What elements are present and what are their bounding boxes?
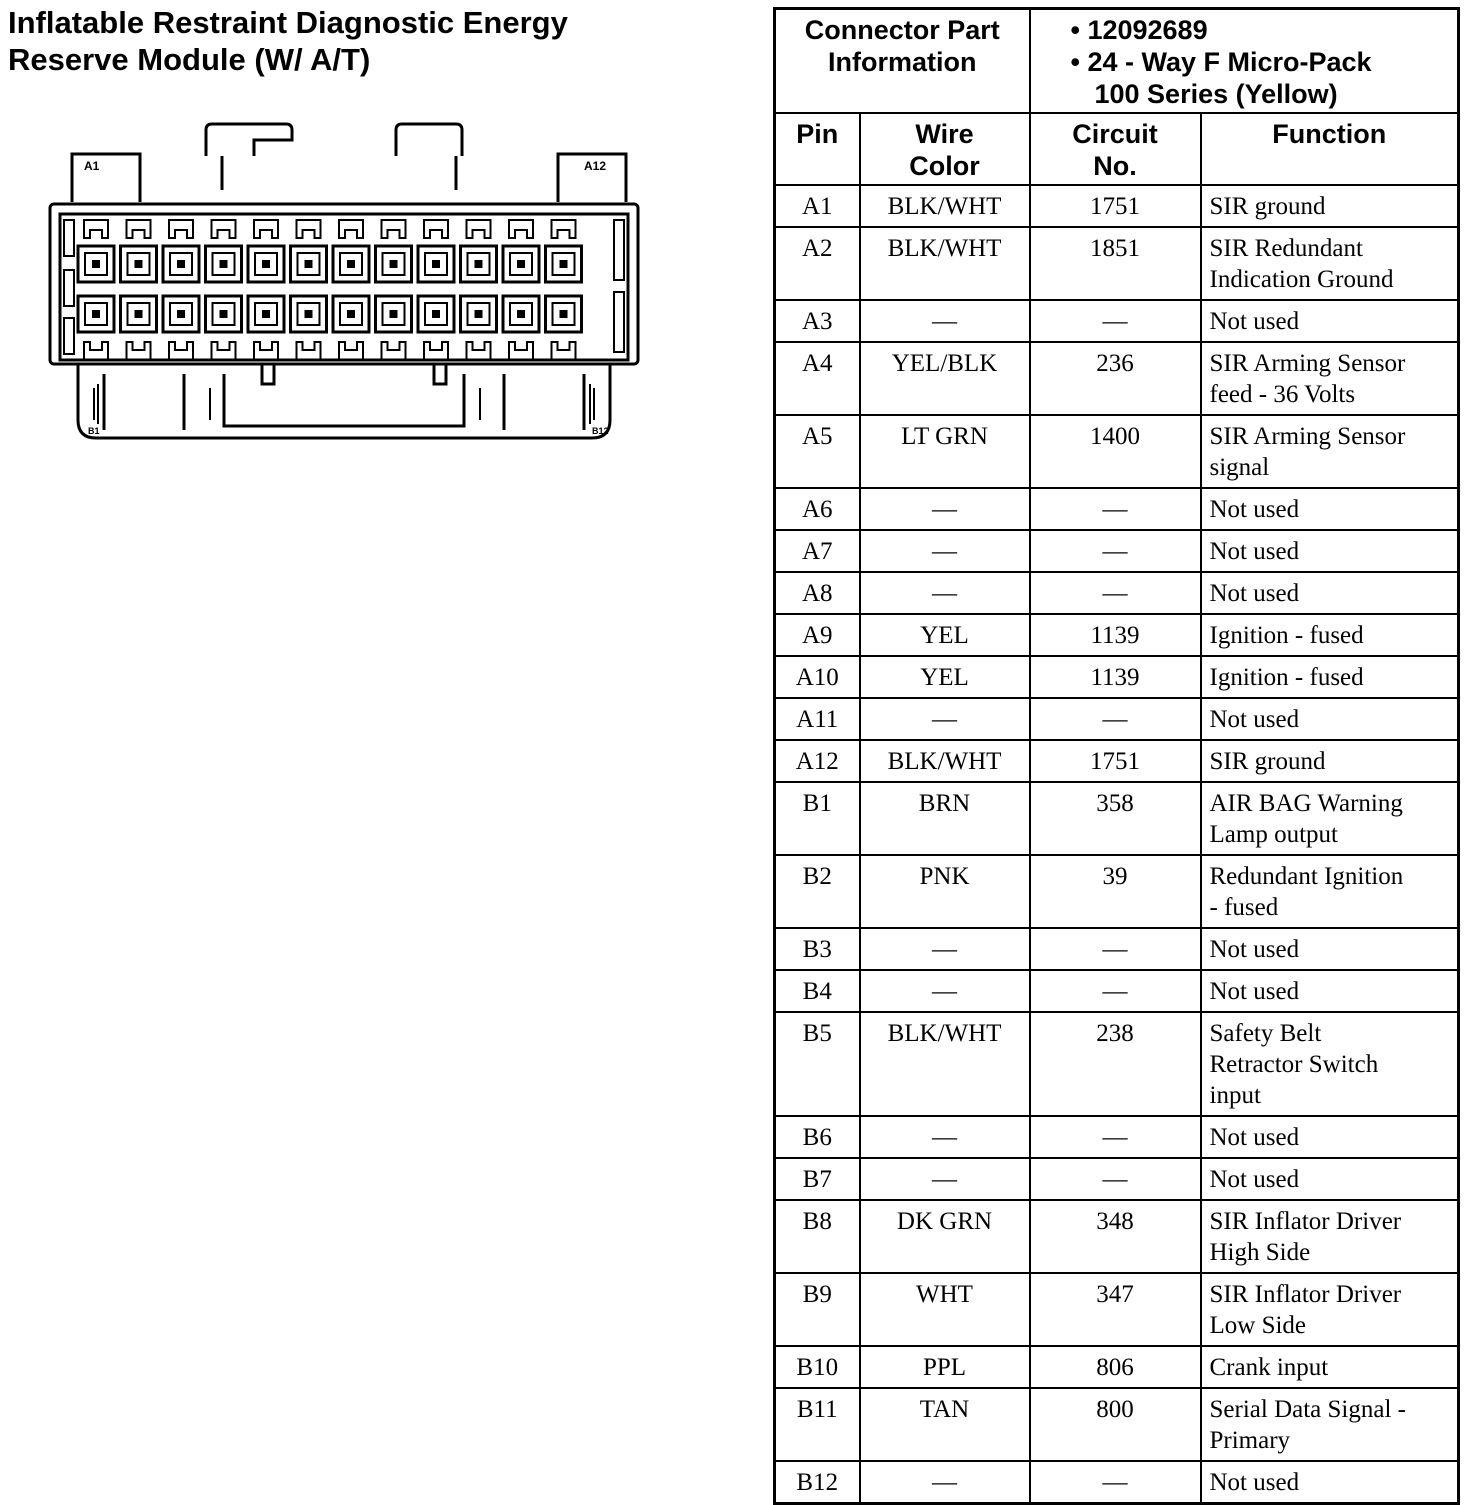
terminal-slot-top [339,220,363,238]
pin-row [775,614,1459,656]
pin-cell: A11 [775,698,860,740]
wire-color-cell: — [860,530,1030,572]
pin-row [775,227,1459,300]
pin-contact [432,260,440,268]
pin-contact [262,260,270,268]
terminal-slot-top [509,220,533,238]
function-line: Not used [1209,1468,1300,1496]
terminal-slot-bottom [84,342,108,360]
wire-color-cell: YEL/BLK [860,342,1030,415]
function-line: Primary [1209,1426,1291,1454]
function-cell [1201,970,1459,1012]
pin-row [775,1273,1459,1346]
page-title [8,4,648,78]
label-a12: A12 [584,159,607,173]
pin-cell: A6 [775,488,860,530]
pin-row [775,1012,1459,1116]
terminal-slot-top [424,220,448,238]
function-line: Low Side [1209,1311,1307,1339]
function-line: Not used [1209,537,1300,565]
terminal-slot-bottom [339,342,363,360]
pin-row [775,1200,1459,1273]
pin-contact [135,260,143,268]
wire-color-cell: BLK/WHT [860,740,1030,782]
pin-cell: B6 [775,1116,860,1158]
terminal-slot-bottom [424,342,448,360]
function-cell [1201,656,1459,698]
pin-row [775,1388,1459,1461]
pin-contact [347,310,355,318]
pin-row [775,698,1459,740]
circuit-cell: — [1030,970,1201,1012]
pin-contact [390,260,398,268]
header-pin: Pin [775,113,860,185]
circuit-cell: — [1030,572,1201,614]
function-line: - fused [1209,893,1279,921]
function-cell [1201,185,1459,227]
function-line: Not used [1209,495,1300,523]
function-cell [1201,415,1459,488]
function-line: SIR Redundant [1209,234,1363,262]
circuit-cell: — [1030,1461,1201,1504]
terminal-slot-top [212,220,236,238]
label-a1: A1 [84,159,100,173]
terminal-slot-bottom [127,342,151,360]
pin-row [775,970,1459,1012]
function-cell [1201,698,1459,740]
pin-cell: A9 [775,614,860,656]
header-function: Function [1201,113,1459,185]
function-cell [1201,530,1459,572]
circuit-cell: 1751 [1030,185,1201,227]
function-line: Retractor Switch [1209,1050,1379,1078]
pin-row [775,1116,1459,1158]
pin-row [775,1461,1459,1504]
label-b12: B12 [592,426,609,436]
pin-contact [92,260,100,268]
function-cell [1201,855,1459,928]
terminal-slot-top [382,220,406,238]
pin-contact [560,260,568,268]
wire-color-cell: BLK/WHT [860,1012,1030,1116]
pin-cell: A5 [775,415,860,488]
wire-color-cell: — [860,928,1030,970]
function-line: Safety Belt [1209,1019,1322,1047]
pin-cell: A7 [775,530,860,572]
pin-cell: A12 [775,740,860,782]
pin-row [775,782,1459,855]
pin-contact [390,310,398,318]
pin-contact [177,260,185,268]
function-line: Not used [1209,307,1300,335]
pin-contact [92,310,100,318]
pinout-table [773,7,1460,1505]
pin-cell: A8 [775,572,860,614]
pin-cell: A4 [775,342,860,415]
function-cell [1201,928,1459,970]
pin-cell: A1 [775,185,860,227]
terminal-slot-bottom [509,342,533,360]
wire-color-cell: — [860,698,1030,740]
wire-color-cell: — [860,1461,1030,1504]
circuit-cell: 1400 [1030,415,1201,488]
pin-row [775,1158,1459,1200]
terminal-slot-top [254,220,278,238]
terminal-slot-bottom [254,342,278,360]
circuit-cell: — [1030,530,1201,572]
function-line: Not used [1209,1123,1300,1151]
pin-contact [262,310,270,318]
wire-color-cell: — [860,488,1030,530]
function-cell [1201,1158,1459,1200]
function-line: SIR Inflator Driver [1209,1207,1402,1235]
pin-contact [517,310,525,318]
circuit-cell: 238 [1030,1012,1201,1116]
pin-contact [220,310,228,318]
circuit-cell: — [1030,488,1201,530]
wire-color-cell: DK GRN [860,1200,1030,1273]
pin-cell: B5 [775,1012,860,1116]
circuit-cell: 1751 [1030,740,1201,782]
wire-color-cell: BRN [860,782,1030,855]
terminal-slot-top [297,220,321,238]
circuit-cell: 348 [1030,1200,1201,1273]
pin-row [775,572,1459,614]
pin-cell: B10 [775,1346,860,1388]
circuit-cell: 800 [1030,1388,1201,1461]
terminal-slot-bottom [467,342,491,360]
function-cell [1201,740,1459,782]
function-cell [1201,1273,1459,1346]
terminal-slot-bottom [169,342,193,360]
circuit-cell: 236 [1030,342,1201,415]
function-line: feed - 36 Volts [1209,380,1356,408]
function-line: Serial Data Signal - [1209,1395,1406,1423]
pin-cell: A2 [775,227,860,300]
wire-color-cell: PPL [860,1346,1030,1388]
pin-cell: B8 [775,1200,860,1273]
wire-color-cell: YEL [860,614,1030,656]
part-number: • 12092689 [1070,15,1208,45]
pin-row [775,656,1459,698]
circuit-cell: — [1030,300,1201,342]
wire-color-cell: TAN [860,1388,1030,1461]
function-line: Ignition - fused [1209,663,1364,691]
circuit-cell: 358 [1030,782,1201,855]
function-cell [1201,300,1459,342]
pin-contact [305,310,313,318]
pin-row [775,740,1459,782]
pin-contact [432,310,440,318]
function-line: Not used [1209,1165,1300,1193]
function-line: SIR Inflator Driver [1209,1280,1402,1308]
terminal-slot-bottom [382,342,406,360]
pin-contact [475,260,483,268]
title-line-1: Inflatable Restraint Diagnostic Energy [8,5,568,40]
function-cell [1201,1116,1459,1158]
pin-row [775,488,1459,530]
pin-row [775,1346,1459,1388]
pin-cell: B2 [775,855,860,928]
function-cell [1201,572,1459,614]
function-line: Not used [1209,705,1300,733]
pin-row [775,342,1459,415]
function-cell [1201,1012,1459,1116]
function-cell [1201,1346,1459,1388]
circuit-cell: 39 [1030,855,1201,928]
circuit-cell: — [1030,928,1201,970]
connector-face-diagram [44,120,644,450]
pin-cell: B4 [775,970,860,1012]
terminal-slot-top [84,220,108,238]
pin-row [775,300,1459,342]
function-line: Not used [1209,977,1300,1005]
terminal-slot-top [467,220,491,238]
connector-info-label: Connector Part Information [775,9,1030,113]
function-line: SIR Arming Sensor [1209,422,1406,450]
connector-info-row [775,9,1459,113]
function-line: SIR ground [1209,192,1326,220]
wire-color-cell: YEL [860,656,1030,698]
wire-color-cell: WHT [860,1273,1030,1346]
pin-row [775,855,1459,928]
wire-color-cell: — [860,300,1030,342]
function-line: input [1209,1081,1261,1109]
title-line-2: Reserve Module (W/ A/T) [8,42,371,77]
column-header-row [775,113,1459,185]
function-line: SIR Arming Sensor [1209,349,1406,377]
pin-row [775,185,1459,227]
function-line: Not used [1209,579,1300,607]
pin-cell: A10 [775,656,860,698]
circuit-cell: 347 [1030,1273,1201,1346]
wire-color-cell: PNK [860,855,1030,928]
terminal-slot-top [169,220,193,238]
terminal-slot-top [552,220,576,238]
function-line: Redundant Ignition [1209,862,1404,890]
circuit-cell: 1139 [1030,656,1201,698]
function-line: High Side [1209,1238,1311,1266]
function-line: Crank input [1209,1353,1329,1381]
wire-color-cell: BLK/WHT [860,185,1030,227]
function-cell [1201,227,1459,300]
function-line: Lamp output [1209,820,1338,848]
terminal-slot-bottom [212,342,236,360]
function-cell [1201,342,1459,415]
pin-row [775,928,1459,970]
function-cell [1201,614,1459,656]
connector-description: • 24 - Way F Micro-Pack [1070,47,1372,77]
pin-contact [135,310,143,318]
function-line: SIR ground [1209,747,1326,775]
function-cell [1201,782,1459,855]
function-line: Indication Ground [1209,265,1394,293]
terminal-slot-bottom [297,342,321,360]
pin-contact [347,260,355,268]
pin-contact [220,260,228,268]
pin-contact [177,310,185,318]
wire-color-cell: LT GRN [860,415,1030,488]
wire-color-cell: — [860,1116,1030,1158]
function-line: Not used [1209,935,1300,963]
pin-row [775,530,1459,572]
circuit-cell: — [1030,1158,1201,1200]
circuit-cell: 1139 [1030,614,1201,656]
circuit-cell: — [1030,1116,1201,1158]
wire-color-cell: — [860,1158,1030,1200]
function-line: Ignition - fused [1209,621,1364,649]
function-line: signal [1209,453,1270,481]
pin-cell: B1 [775,782,860,855]
label-b1: B1 [88,426,100,436]
terminal-slot-top [127,220,151,238]
pin-cell: B3 [775,928,860,970]
pin-contact [305,260,313,268]
wire-color-cell: — [860,572,1030,614]
pin-cell: B11 [775,1388,860,1461]
wire-color-cell: — [860,970,1030,1012]
circuit-cell: 806 [1030,1346,1201,1388]
function-cell [1201,1461,1459,1504]
pin-contact [517,260,525,268]
pin-cell: A3 [775,300,860,342]
header-circuit-no: Circuit No. [1030,113,1201,185]
function-cell [1201,1388,1459,1461]
pin-cell: B12 [775,1461,860,1504]
pin-contact [475,310,483,318]
function-cell [1201,488,1459,530]
function-cell [1201,1200,1459,1273]
function-line: AIR BAG Warning [1209,789,1403,817]
pin-cell: B7 [775,1158,860,1200]
circuit-cell: — [1030,698,1201,740]
circuit-cell: 1851 [1030,227,1201,300]
header-wire-color: Wire Color [860,113,1030,185]
terminal-slot-bottom [552,342,576,360]
pin-row [775,415,1459,488]
wire-color-cell: BLK/WHT [860,227,1030,300]
pin-cell: B9 [775,1273,860,1346]
connector-info-value: • 12092689 • 24 - Way F Micro-Pack 100 Series (Yellow) [1030,9,1459,113]
pin-contact [560,310,568,318]
